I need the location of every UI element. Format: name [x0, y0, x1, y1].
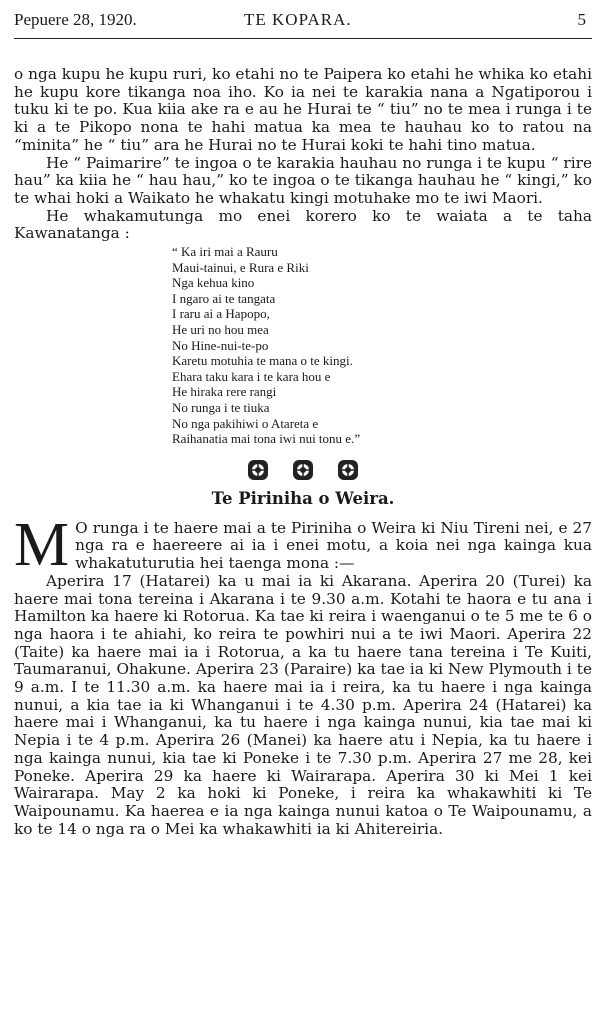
poem-line: Maui-tainui, e Rura e Riki [172, 259, 309, 275]
poem-line: No runga i te tiuka [172, 399, 270, 415]
flower-ornament-icon [247, 459, 269, 485]
section-title: Te Piriniha o Weira. [211, 488, 395, 508]
paragraph: He whakamutunga mo enei korero ko te waiata a te taha Kawanatanga : [14, 206, 592, 243]
section-intro [14, 510, 592, 579]
flower-ornament-icon [337, 459, 359, 485]
ornament-row [14, 459, 592, 483]
poem-line: Raihanatia mai tona iwi nui tonu e.” [172, 431, 361, 447]
flower-ornament-icon [292, 459, 314, 485]
page-number: 5 [577, 10, 586, 29]
poem-line: Karetu motuhia te mana o te kingi. [172, 353, 353, 369]
publication-title: TE KOPARA. [244, 10, 352, 29]
poem-line: I ngaro ai te tangata [172, 290, 276, 306]
waiata-poem [172, 244, 592, 447]
paragraph: He “ Paimarire” te ingoa o te karakia hauhau no runga i te kupu “ rire hau” ka kiia he “ hau hau,” ko te ingoa o te tikanga hauhau he “ kingi,” ko te whai hoki a Waikato he whakatu kingi motuhake mo te iwi Maori. [14, 153, 592, 207]
intro-text: O runga i te haere mai a te Piriniha o Weira ki Niu Tireni nei, e 27 nga ra e haereere ai ia i enei motu, a koia nei nga kainga kua whakatuturutia hei taenga mona :— [75, 518, 592, 573]
drop-cap: M [14, 510, 70, 579]
poem-line: He hiraka rere rangi [172, 384, 277, 400]
poem-line: Nga kehua kino [172, 275, 255, 291]
poem-line: Ehara taku kara i te kara hou e [172, 368, 331, 384]
poem-line: He uri no hou mea [172, 322, 269, 337]
poem-line: “ Ka iri mai a Rauru [172, 244, 278, 260]
poem-line: I raru ai a Hapopo, [172, 306, 270, 322]
issue-date: Pepuere 28, 1920. [14, 10, 137, 29]
itinerary-paragraph: Aperira 17 (Hatarei) ka u mai ia ki Akarana. Aperira 20 (Turei) ka haere mai tona tereina i Akarana i te 9.30 a.m. Kotahi te haora e tu ana i Hamilton ka haere ki Rotorua. Ka tae ki reira i waenganui o te 5 me te 6 o nga haora i te ahiahi, ko reira te powhiri nui a te iwi Maori. Aperira 22 (Taite) ka haere mai ia i Rotorua, a ka tu haere tana tereina i Te Kuiti, Taumaranui, Ohakune. Aperira 23 (Paraire) ka tae ia ki New Plymouth i te 9 a.m. I te 11.30 a.m. ka haere mai ia i reira, ka tu haere i nga kainga nunui, a kia tae ia ki Whanganui i te 4.30 p.m. Aperira 24 (Hatarei) ka haere mai i Whanganui, ka tu haere i nga kainga nunui, kia tae mai ki Nepia i te 4 p.m. Aperira 26 (Manei) ka haere atu i Nepia, ka tu haere i nga kainga nunui, kia tae ki Poneke i te 7.30 p.m. Aperira 27 me 28, kei Poneke. Aperira 29 ka haere ki Wairarapa. Aperira 30 ki Mei 1 kei Wairarapa. May 2 ka hoki ki Poneke, i reira ka whakawhiti ki Te Waipounamu. Ka haerea e ia nga kainga nunui katoa o Te Waipounamu, a ko te 14 o nga ra o Mei ka whakawhiti ia ki Ahitereiria. [14, 571, 592, 838]
article-body [14, 66, 592, 838]
poem-line: No nga pakihiwi o Atareta e [172, 415, 319, 431]
page-header [14, 8, 592, 39]
paragraph: o nga kupu he kupu ruri, ko etahi no te Paipera ko etahi he whika ko etahi he kupu kore tikanga noa iho. Ko ia nei te karakia nana a Ngatiporou i tuku ki te po. Kua kiia ake ra e au he Hurai te “ tiu” no te mea i runga i te ki a te Pikopo nona te hahi matua ka mea te hauhau ko to ratou na “minita” he “ tiu” ara he Hurai no te Hurai koki te hahi tino matua. [14, 65, 592, 154]
poem-line: No Hine-nui-te-po [172, 337, 269, 353]
